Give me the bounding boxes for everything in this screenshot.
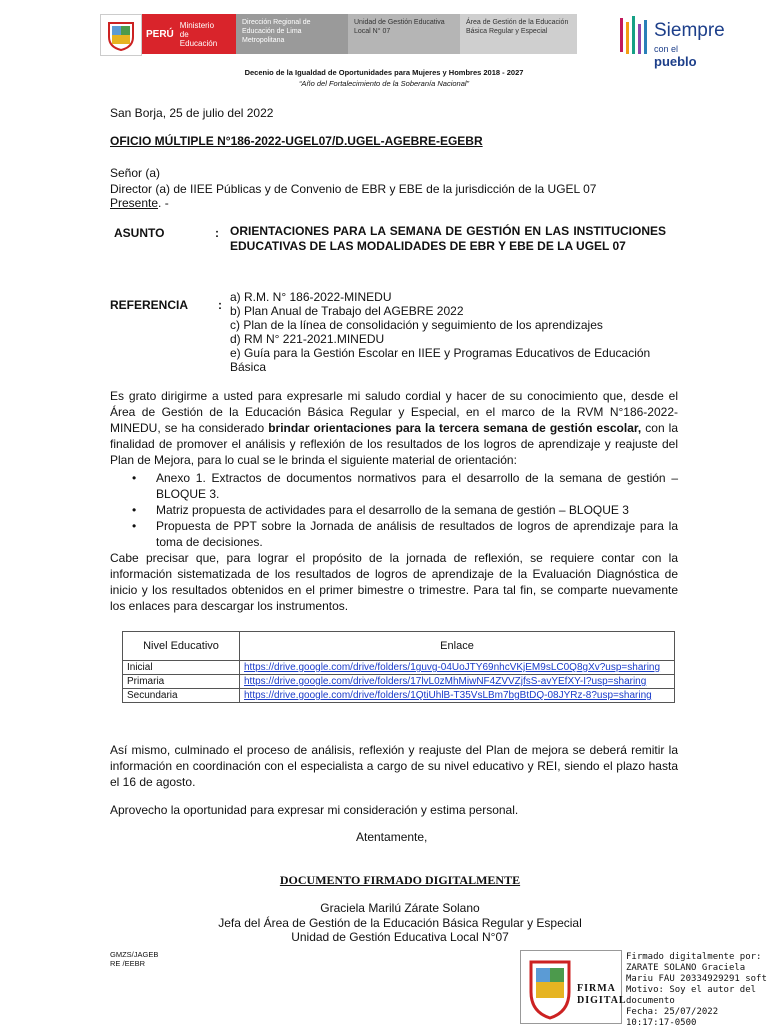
digital-signature-details: Firmado digitalmente por: ZARATE SOLANO Graciela Mariu FAU 20334929291 soft Motivo: Soy el autor del documento Fecha: 25/07/2022 10:17:17-0500 bbox=[626, 952, 767, 1028]
link-cell bbox=[240, 675, 675, 689]
referencia-item: d) RM N° 221-2021.MINEDU bbox=[230, 332, 385, 346]
dre-banner: Dirección Regional de Educación de Lima Metropolitana bbox=[236, 14, 348, 54]
list-item: • Matriz propuesta de actividades para el desarrollo de la semana de gestión – BLOQUE 3 bbox=[110, 502, 678, 518]
referencia-item: c) Plan de la línea de consolidación y seguimiento de los aprendizajes bbox=[230, 318, 603, 332]
ugel-banner: Unidad de Gestión Educativa Local N° 07 bbox=[348, 14, 460, 54]
header-banner bbox=[100, 14, 577, 54]
referencia-colon: : bbox=[218, 298, 222, 312]
decenio-line: Decenio de la Igualdad de Oportunidades para Mujeres y Hombres 2018 - 2027 bbox=[244, 68, 524, 77]
nivel-cell: Secundaria bbox=[123, 689, 240, 703]
list-item: • Propuesta de PPT sobre la Jornada de análisis de resultados de logros de aprendizaje para la toma de decisiones. bbox=[110, 518, 678, 550]
signer-unit: Unidad de Gestión Educativa Local N°07 bbox=[291, 930, 509, 944]
asunto-label: ASUNTO bbox=[114, 226, 165, 240]
table-header-row bbox=[123, 632, 675, 661]
closing: Atentamente, bbox=[356, 830, 428, 844]
signer-name: Graciela Marilú Zárate Solano bbox=[320, 901, 480, 915]
pueblo-text: con el pueblo bbox=[654, 44, 697, 69]
link-cell bbox=[240, 689, 675, 703]
anio-line: “Año del Fortalecimiento de la Soberanía Nacional” bbox=[298, 79, 470, 88]
link-cell bbox=[240, 661, 675, 675]
column-header-nivel: Nivel Educativo bbox=[123, 632, 240, 661]
stamp-firma: FIRMA bbox=[577, 983, 616, 994]
signer-title: Jefa del Área de Gestión de la Educación Básica Regular y Especial bbox=[218, 916, 582, 930]
area-banner: Área de Gestión de la Educación Básica Regular y Especial bbox=[460, 14, 577, 54]
peru-label: PERÚ bbox=[146, 28, 174, 40]
firma-digital-stamp bbox=[520, 950, 627, 1024]
nivel-cell: Inicial bbox=[123, 661, 240, 675]
recipient-line: Director (a) de IIEE Públicas y de Convenio de EBR y EBE de la jurisdicción de la UGEL 07 bbox=[110, 182, 597, 196]
list-item: • Anexo 1. Extractos de documentos normativos para el desarrollo de la semana de gestión – BLOQUE 3. bbox=[110, 470, 678, 502]
links-table bbox=[122, 631, 675, 703]
material-list bbox=[110, 470, 678, 550]
referencia-item: b) Plan Anual de Trabajo del AGEBRE 2022 bbox=[230, 304, 464, 318]
drive-link-inicial[interactable]: https://drive.google.com/drive/folders/1guvg-04UoJTY69nhcVKjEM9sLC0Q8gXv?usp=sharing bbox=[244, 662, 661, 673]
ministerio-label: Ministerio de Educación bbox=[179, 20, 218, 48]
presente-line: Presente. - bbox=[110, 196, 169, 210]
letter-date: San Borja, 25 de julio del 2022 bbox=[110, 106, 274, 120]
peru-shield-icon bbox=[100, 14, 142, 56]
body-paragraph-1: Es grato dirigirme a usted para expresarle mi saludo cordial y hacer de su conocimiento que, desde el Área de Gestión de la Educación Básica Regular y Especial, en el marco de la RVM N°186-2022-MINEDU, se ha considerado brindar orientaciones para la tercera semana de gestión escolar, con la finalidad de promover el análisis y reflexión de los resultados de los logros de aprendizaje y reajuste del Plan de Mejora, para lo cual se le brinda el siguiente material de orientación: bbox=[110, 389, 678, 467]
table-row bbox=[123, 661, 675, 675]
drive-link-secundaria[interactable]: https://drive.google.com/drive/folders/1QtiUhlB-T35VsLBm7bgBtDQ-08JYRz-8?usp=sharing bbox=[244, 690, 652, 701]
referencia-list bbox=[230, 290, 685, 374]
asunto-colon: : bbox=[215, 226, 219, 240]
recipient-salutation: Señor (a) bbox=[110, 166, 161, 180]
drive-link-primaria[interactable]: https://drive.google.com/drive/folders/17lvL0zMhMiwNF4ZVVZjfsS-avYEfXY-I?usp=sharing bbox=[244, 676, 647, 687]
minedu-banner bbox=[142, 14, 236, 54]
digital-signature-notice: DOCUMENTO FIRMADO DIGITALMENTE bbox=[279, 873, 521, 887]
nivel-cell: Primaria bbox=[123, 675, 240, 689]
referencia-item: e) Guía para la Gestión Escolar en IIEE y Programas Educativos de Educación Básica bbox=[230, 346, 651, 374]
table-row bbox=[123, 689, 675, 703]
body-paragraph-3: Así mismo, culminado el proceso de análisis, reflexión y reajuste del Plan de mejora se deberá remitir la información en coordinación con el especialista a cargo de su nivel educativo y REI, siendo el plazo hasta el 16 de agosto. bbox=[110, 743, 678, 789]
initials: GMZS/JAGEB RE /EEBR bbox=[110, 950, 159, 968]
oficio-number: OFICIO MÚLTIPLE N°186-2022-UGEL07/D.UGEL-AGEBRE-EGEBR bbox=[110, 134, 483, 148]
body-paragraph-4: Aprovecho la oportunidad para expresar mi consideración y estima personal. bbox=[110, 803, 519, 817]
column-header-enlace: Enlace bbox=[240, 632, 675, 661]
peru-seal-icon bbox=[525, 954, 575, 1020]
referencia-label: REFERENCIA bbox=[110, 298, 189, 312]
siempre-text: Siempre bbox=[654, 20, 725, 41]
stamp-digital: DIGITAL bbox=[577, 995, 627, 1006]
referencia-item: a) R.M. N° 186-2022-MINEDU bbox=[230, 290, 392, 304]
table-row bbox=[123, 675, 675, 689]
asunto-text: ORIENTACIONES PARA LA SEMANA DE GESTIÓN EN LAS INSTITUCIONES EDUCATIVAS DE LAS MODALIDADES DE EBR Y EBE DE LA UGEL 07 bbox=[230, 224, 666, 253]
body-paragraph-2: Cabe precisar que, para lograr el propósito de la jornada de reflexión, se requiere contar con la información sistematizada de los resultados de logros de aprendizaje de la Evaluación Diagnóstica de inicio y los resultados obtenidos en el primer bimestre o trimestre. Para tal fin, se comparte nuevamente los enlaces para descargar los instrumentos. bbox=[110, 551, 678, 613]
siempre-con-el-pueblo-logo bbox=[618, 14, 725, 69]
